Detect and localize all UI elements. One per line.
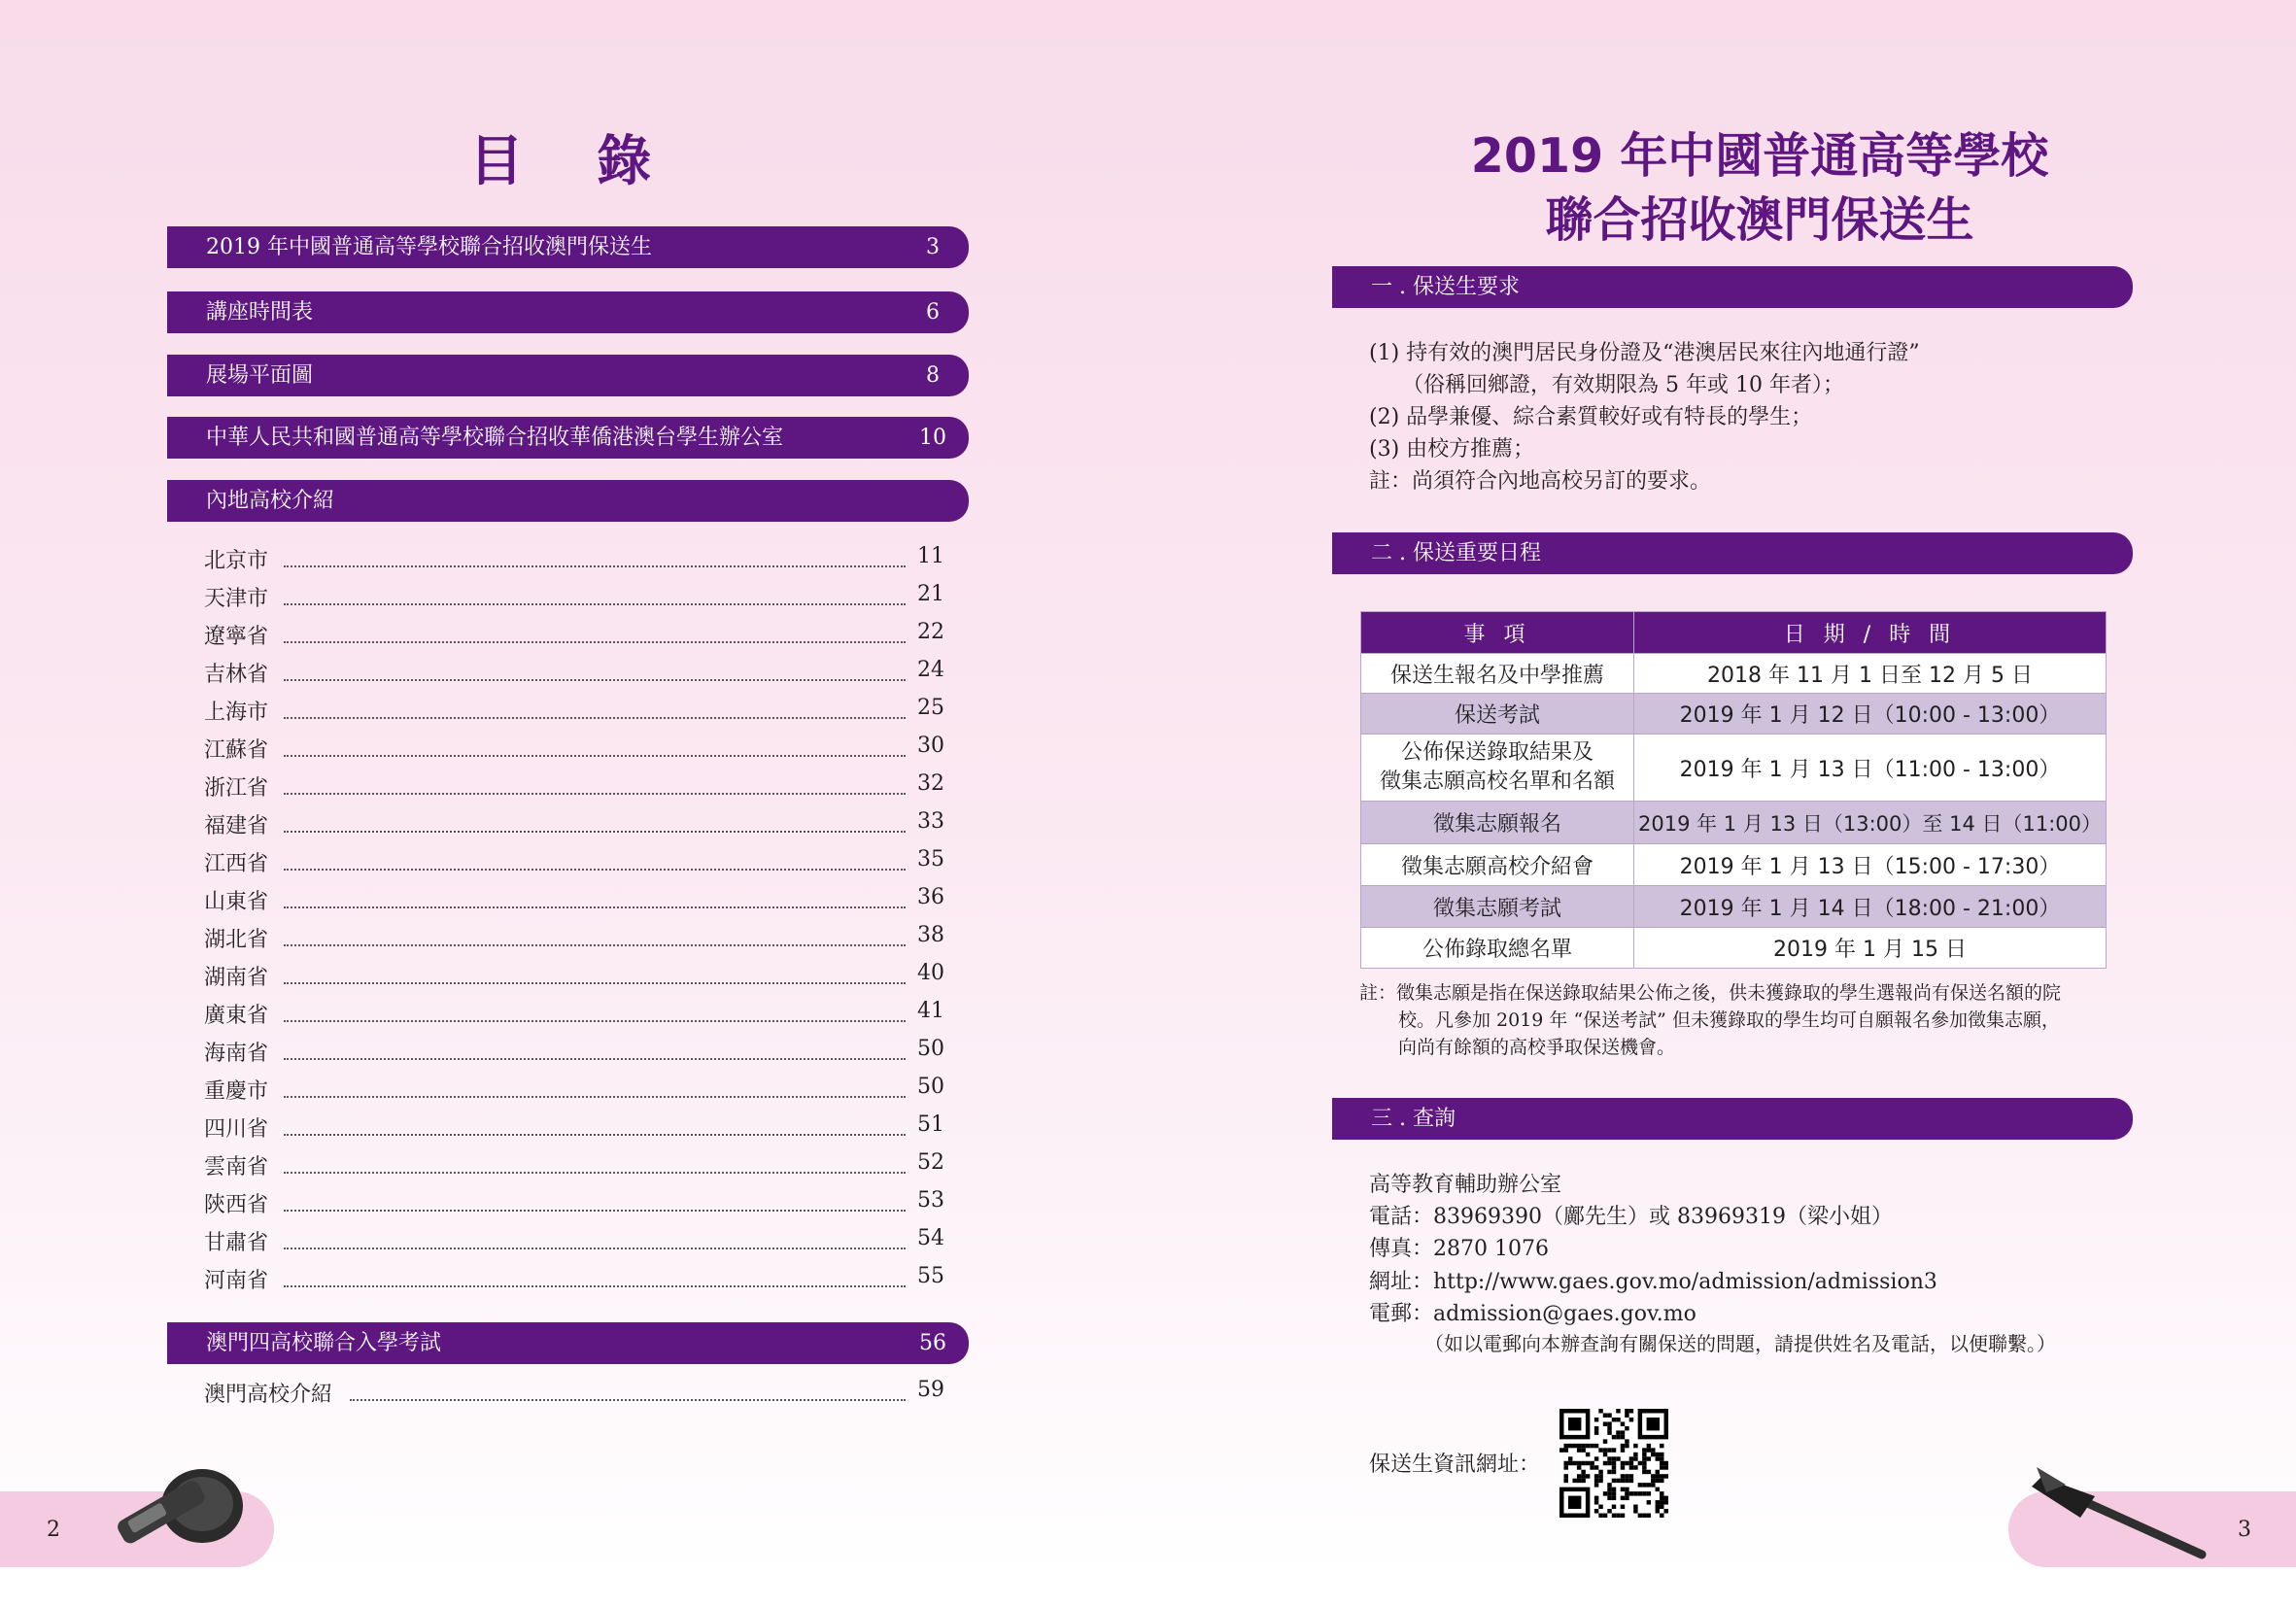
toc-province-row[interactable] xyxy=(204,847,952,885)
table-cell-date: 2019 年 1 月 12 日（10:00 - 13:00） xyxy=(1633,694,2106,735)
leader-dots xyxy=(284,755,906,757)
table-cell-item-line: 公佈保送錄取結果及 xyxy=(1400,740,1593,765)
table-header-date: 日 期 / 時 間 xyxy=(1633,612,2106,654)
province-page: 22 xyxy=(917,620,944,644)
province-name: 浙江省 xyxy=(204,776,269,801)
province-page: 25 xyxy=(917,696,944,720)
table-cell-date: 2019 年 1 月 13 日（13:00）至 14 日（11:00） xyxy=(1633,802,2106,844)
table-row xyxy=(1361,844,2107,886)
schedule-table xyxy=(1360,611,2107,969)
toc-entry[interactable] xyxy=(167,417,969,459)
province-page: 33 xyxy=(917,809,944,834)
table-cell-item: 徵集志願報名 xyxy=(1361,802,1634,844)
province-name: 河南省 xyxy=(204,1269,269,1293)
requirement-line: (1) 持有效的澳門居民身份證及“港澳居民來往內地通行證” xyxy=(1369,341,1920,365)
province-name: 福建省 xyxy=(204,814,269,838)
leader-dots xyxy=(284,1248,906,1249)
province-name: 山東省 xyxy=(204,890,269,914)
contact-office: 高等教育輔助辦公室 xyxy=(1369,1173,1562,1197)
province-name: 遼寧省 xyxy=(204,625,269,649)
province-page: 41 xyxy=(917,999,944,1023)
toc-entry[interactable] xyxy=(167,480,969,522)
toc-province-row[interactable] xyxy=(204,999,952,1037)
toc-province-row[interactable] xyxy=(204,809,952,847)
toc-entry-macau[interactable] xyxy=(204,1378,952,1413)
toc-entry-page: 8 xyxy=(926,363,940,388)
table-row xyxy=(1361,694,2107,735)
province-page: 30 xyxy=(917,734,944,758)
contact-note: （如以電郵向本辦查詢有關保送的問題，請提供姓名及電話，以便聯繫。） xyxy=(1424,1332,2056,1355)
province-name: 廣東省 xyxy=(204,1004,269,1028)
table-cell-date: 2019 年 1 月 13 日（11:00 - 13:00） xyxy=(1633,735,2106,802)
table-cell-item: 公佈錄取總名單 xyxy=(1361,928,1634,969)
table-cell-item xyxy=(1361,735,1634,802)
toc-province-row[interactable] xyxy=(204,658,952,696)
toc-entry-label: 澳門四高校聯合入學考試 xyxy=(206,1331,442,1355)
province-name: 雲南省 xyxy=(204,1155,269,1180)
toc-entry[interactable] xyxy=(167,1322,969,1364)
section-schedule-bar: 二 . 保送重要日程 xyxy=(1332,532,2133,574)
table-cell-item-line: 徵集志願高校名單和名額 xyxy=(1379,769,1615,794)
province-name: 北京市 xyxy=(204,549,269,573)
main-title xyxy=(1322,124,2197,253)
toc-entry[interactable] xyxy=(167,291,969,333)
province-page: 53 xyxy=(917,1188,944,1213)
toc-province-row[interactable] xyxy=(204,771,952,809)
toc-province-row[interactable] xyxy=(204,544,952,582)
leader-dots xyxy=(284,1134,906,1136)
leader-dots xyxy=(284,603,906,605)
leader-dots xyxy=(284,1020,906,1022)
section-enquiry-bar: 三 . 查詢 xyxy=(1332,1098,2133,1140)
province-name: 陝西省 xyxy=(204,1193,269,1217)
province-page: 11 xyxy=(917,544,944,568)
leader-dots xyxy=(284,679,906,681)
toc-entry-page: 56 xyxy=(919,1331,946,1355)
contact-fax: 傳真：2870 1076 xyxy=(1369,1237,1549,1261)
table-row xyxy=(1361,735,2107,802)
province-name: 上海市 xyxy=(204,701,269,725)
inkstone-icon xyxy=(105,1457,251,1564)
leader-dots xyxy=(284,831,906,833)
toc-entry-label: 講座時間表 xyxy=(206,300,314,325)
right-page xyxy=(1148,0,2296,1607)
province-name: 湖南省 xyxy=(204,966,269,990)
toc-entry-page: 10 xyxy=(919,426,946,450)
toc-title: 目 錄 xyxy=(468,130,679,193)
province-name: 四川省 xyxy=(204,1117,269,1142)
leader-dots xyxy=(284,641,906,643)
requirement-note: 註：尚須符合內地高校另訂的要求。 xyxy=(1369,469,1712,494)
table-header-item: 事 項 xyxy=(1361,612,1634,654)
table-row xyxy=(1361,654,2107,694)
calligraphy-brush-icon xyxy=(2022,1457,2216,1564)
toc-entry-label: 展場平面圖 xyxy=(206,363,314,388)
toc-province-row[interactable] xyxy=(204,1226,952,1264)
province-name: 湖北省 xyxy=(204,928,269,952)
qr-code[interactable] xyxy=(1559,1409,1668,1518)
page-number: 2 xyxy=(47,1518,60,1542)
toc-province-row[interactable] xyxy=(204,1112,952,1150)
requirement-line: （俗稱回鄉證，有效期限為 5 年或 10 年者）； xyxy=(1402,373,1844,397)
toc-entry-page: 6 xyxy=(926,300,940,325)
note-line: 註：徵集志願是指在保送錄取結果公佈之後，供未獲錄取的學生選報尚有保送名額的院 xyxy=(1359,982,2062,1004)
leader-dots xyxy=(350,1399,906,1401)
leader-dots xyxy=(284,982,906,984)
province-page: 50 xyxy=(917,1075,944,1099)
province-page: 35 xyxy=(917,847,944,872)
province-page: 40 xyxy=(917,961,944,985)
province-page: 36 xyxy=(917,885,944,909)
toc-province-row[interactable] xyxy=(204,961,952,999)
toc-province-row[interactable] xyxy=(204,620,952,658)
toc-province-row[interactable] xyxy=(204,1264,952,1302)
toc-province-row[interactable] xyxy=(204,1188,952,1226)
table-row xyxy=(1361,802,2107,844)
table-cell-item: 徵集志願考試 xyxy=(1361,886,1634,928)
toc-entry-page: 59 xyxy=(917,1378,944,1402)
table-cell-date: 2019 年 1 月 14 日（18:00 - 21:00） xyxy=(1633,886,2106,928)
toc-entry[interactable] xyxy=(167,355,969,396)
province-page: 55 xyxy=(917,1264,944,1288)
province-name: 吉林省 xyxy=(204,663,269,687)
province-name: 海南省 xyxy=(204,1042,269,1066)
leader-dots xyxy=(284,869,906,871)
table-cell-item: 保送考試 xyxy=(1361,694,1634,735)
province-name: 甘肅省 xyxy=(204,1231,269,1255)
leader-dots xyxy=(284,1172,906,1174)
table-row xyxy=(1361,886,2107,928)
province-page: 54 xyxy=(917,1226,944,1250)
toc-province-row[interactable] xyxy=(204,1075,952,1112)
toc-province-row[interactable] xyxy=(204,923,952,961)
leader-dots xyxy=(284,1285,906,1287)
province-name: 天津市 xyxy=(204,587,269,611)
province-page: 32 xyxy=(917,771,944,796)
note-line: 校。凡參加 2019 年 “保送考試” 但未獲錄取的學生均可自願報名參加徵集志願， xyxy=(1398,1009,2060,1031)
main-title-line1: 2019 年中國普通高等學校 xyxy=(1470,128,2049,184)
province-page: 52 xyxy=(917,1150,944,1175)
toc-province-row[interactable] xyxy=(204,1037,952,1075)
qr-label: 保送生資訊網址： xyxy=(1369,1453,1541,1477)
leader-dots xyxy=(284,1058,906,1060)
toc-entry[interactable] xyxy=(167,226,969,268)
province-name: 江蘇省 xyxy=(204,738,269,763)
toc-entry-label: 內地高校介紹 xyxy=(206,489,335,513)
toc-province-row[interactable] xyxy=(204,696,952,734)
contact-website-link[interactable]: 網址：http://www.gaes.gov.mo/admission/admission3 xyxy=(1369,1270,1937,1294)
toc-entry-label: 2019 年中國普通高等學校聯合招收澳門保送生 xyxy=(206,235,652,259)
section-requirements-bar: 一 . 保送生要求 xyxy=(1332,266,2133,308)
requirement-line: (3) 由校方推薦； xyxy=(1369,437,1535,462)
leader-dots xyxy=(284,1210,906,1212)
province-page: 24 xyxy=(917,658,944,682)
leader-dots xyxy=(284,906,906,908)
table-cell-date: 2018 年 11 月 1 日至 12 月 5 日 xyxy=(1633,654,2106,694)
leader-dots xyxy=(284,1096,906,1098)
table-cell-item: 保送生報名及中學推薦 xyxy=(1361,654,1634,694)
toc-province-row[interactable] xyxy=(204,734,952,771)
toc-province-row[interactable] xyxy=(204,582,952,620)
leader-dots xyxy=(284,717,906,719)
leader-dots xyxy=(284,793,906,795)
table-cell-item: 徵集志願高校介紹會 xyxy=(1361,844,1634,886)
toc-province-row[interactable] xyxy=(204,1150,952,1188)
province-page: 38 xyxy=(917,923,944,947)
toc-entry-label: 澳門高校介紹 xyxy=(204,1383,333,1407)
requirement-line: (2) 品學兼優、綜合素質較好或有特長的學生； xyxy=(1369,405,1813,429)
note-line: 向尚有餘額的高校爭取保送機會。 xyxy=(1398,1037,1676,1058)
province-page: 50 xyxy=(917,1037,944,1061)
province-page: 51 xyxy=(917,1112,944,1137)
leader-dots xyxy=(284,565,906,567)
table-cell-date: 2019 年 1 月 13 日（15:00 - 17:30） xyxy=(1633,844,2106,886)
main-title-line2: 聯合招收澳門保送生 xyxy=(1545,192,1974,248)
toc-province-row[interactable] xyxy=(204,885,952,923)
province-page: 21 xyxy=(917,582,944,606)
province-name: 重慶市 xyxy=(204,1079,269,1104)
leader-dots xyxy=(284,944,906,946)
table-row xyxy=(1361,928,2107,969)
toc-entry-label: 中華人民共和國普通高等學校聯合招收華僑港澳台學生辦公室 xyxy=(206,426,784,450)
contact-email-link[interactable]: 電郵：admission@gaes.gov.mo xyxy=(1369,1302,1696,1326)
toc-entry-page: 3 xyxy=(926,235,940,259)
page-number: 3 xyxy=(2238,1518,2251,1542)
table-cell-date: 2019 年 1 月 15 日 xyxy=(1633,928,2106,969)
contact-phone: 電話：83969390（鄺先生）或 83969319（梁小姐） xyxy=(1369,1205,1893,1229)
province-name: 江西省 xyxy=(204,852,269,876)
